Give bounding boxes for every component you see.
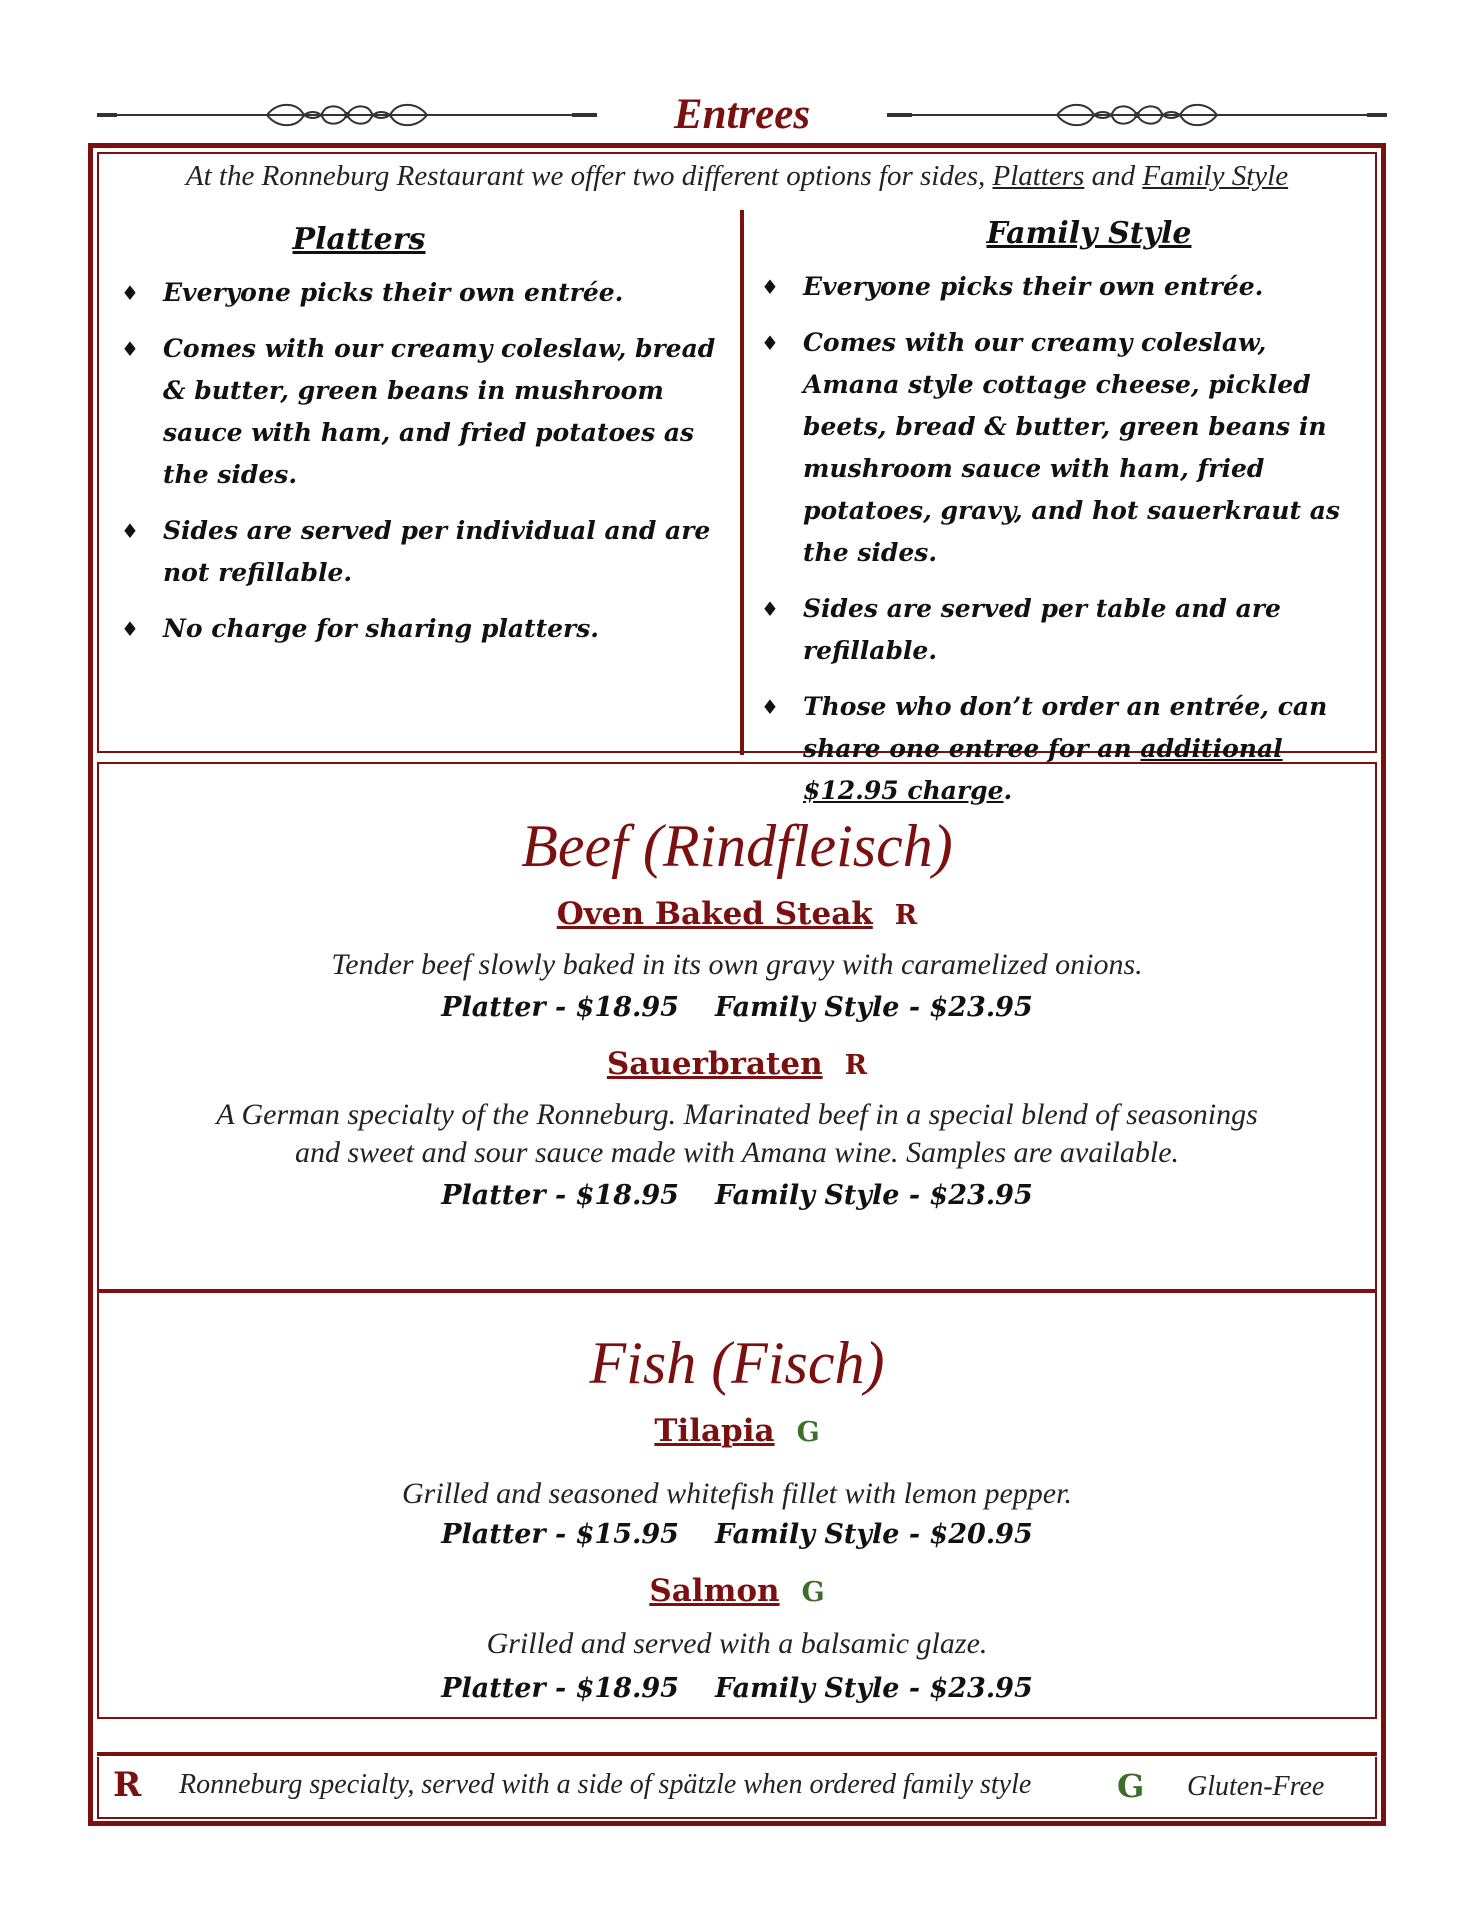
menu-item-name: Tilapia G (654, 1413, 820, 1449)
diamond-bullet-icon: ♦ (761, 695, 779, 719)
fish-section (97, 1289, 1377, 1719)
ronneburg-specialty-icon: R (894, 900, 918, 931)
diamond-bullet-icon: ♦ (121, 337, 139, 361)
diamond-bullet-icon: ♦ (121, 519, 139, 543)
legend-specialty-text: Ronneburg specialty, served with a side of spätzle when ordered family style (179, 1769, 1032, 1800)
page-title: Entrees (673, 91, 811, 138)
menu-item-name: Sauerbraten R (606, 1046, 868, 1082)
fish-section-title: Fish (Fisch) (589, 1330, 885, 1396)
diamond-bullet-icon: ♦ (761, 597, 779, 621)
menu-item-name: Salmon G (649, 1573, 825, 1609)
diamond-bullet-icon: ♦ (761, 331, 779, 355)
page-header (97, 90, 1387, 140)
family-style-list (761, 266, 1366, 826)
beef-section (97, 762, 1377, 1291)
diamond-bullet-icon: ♦ (121, 281, 139, 305)
gluten-free-icon: G (801, 1577, 825, 1608)
legend-bar (97, 1757, 1377, 1819)
list-item: ♦ Comes with our creamy coleslaw, bread & butter, green beans in mushroom sauce with ham, and fried potatoes as the sides. (121, 328, 721, 496)
platters-title: Platters (292, 222, 426, 257)
list-item: ♦ Comes with our creamy coleslaw, Amana style cottage cheese, pickled beets, bread & butter, green beans in mushroom sauce with ham, fried potatoes, gravy, and hot sauerkraut as the sides. (761, 322, 1366, 574)
list-item: ♦ No charge for sharing platters. (121, 608, 721, 650)
right-flourish-ornament (887, 100, 1387, 130)
diamond-bullet-icon: ♦ (121, 617, 139, 641)
menu-item-description: A German specialty of the Ronneburg. Marinated beef in a special blend of seasonings and sweet and sour sauce made with Amana wine. Samples are available. (216, 1098, 1258, 1169)
menu-frame (88, 143, 1386, 1826)
menu-item-prices: Platter - $15.95 Family Style - $20.95 (441, 1519, 1033, 1550)
menu-item-description: Grilled and served with a balsamic glaze. (486, 1627, 988, 1660)
list-item: ♦ Everyone picks their own entrée. (761, 266, 1366, 308)
menu-item-prices: Platter - $18.95 Family Style - $23.95 (441, 992, 1033, 1023)
section-divider (97, 1752, 1377, 1756)
menu-item-description: Tender beef slowly baked in its own gravy with caramelized onions. (331, 948, 1143, 981)
menu-item-prices: Platter - $18.95 Family Style - $23.95 (441, 1180, 1033, 1211)
menu-item-description: Grilled and seasoned whitefish fillet with lemon pepper. (402, 1477, 1072, 1510)
sides-intro: At the Ronneburg Restaurant we offer two different options for sides, Platters and Family Style (185, 160, 1289, 192)
list-item: ♦ Those who don’t order an entrée, can share one entree for an additional $12.95 charge. (761, 686, 1366, 812)
legend-gluten-free-text: Gluten-Free (1187, 1771, 1325, 1802)
platters-list (121, 272, 721, 664)
gluten-free-icon: G (1117, 1767, 1145, 1805)
list-item: ♦ Sides are served per table and are refillable. (761, 588, 1366, 672)
ronneburg-specialty-icon: R (844, 1050, 868, 1081)
list-item: ♦ Sides are served per individual and are not refillable. (121, 510, 721, 594)
sides-options-box (97, 152, 1377, 805)
list-item: ♦ Everyone picks their own entrée. (121, 272, 721, 314)
menu-item-prices: Platter - $18.95 Family Style - $23.95 (441, 1673, 1033, 1704)
column-divider (740, 210, 744, 755)
diamond-bullet-icon: ♦ (761, 275, 779, 299)
beef-section-title: Beef (Rindfleisch) (521, 813, 953, 879)
family-style-title: Family Style (986, 216, 1192, 251)
menu-item-name: Oven Baked Steak R (556, 896, 918, 932)
ronneburg-specialty-icon: R (113, 1765, 142, 1805)
gluten-free-icon: G (796, 1417, 820, 1448)
